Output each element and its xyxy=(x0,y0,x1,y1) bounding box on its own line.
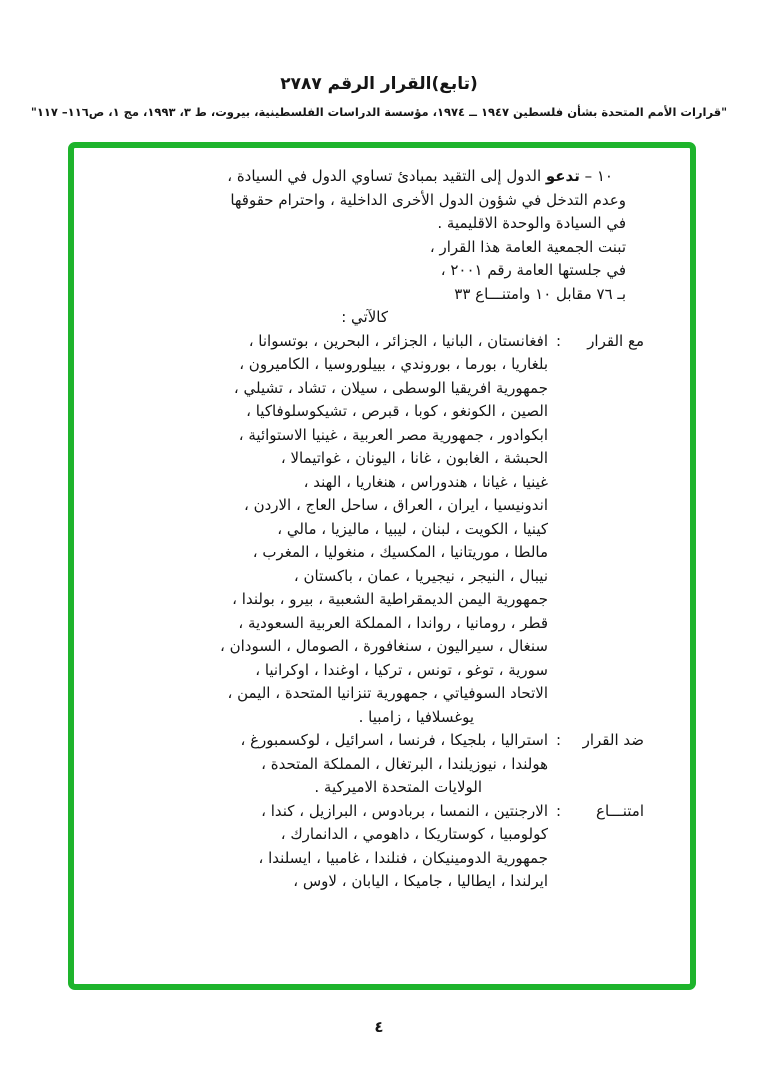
vote-countries-line: مالطا ، موريتانيا ، المكسيك ، منغوليا ، المغرب ، xyxy=(252,543,548,561)
vote-countries-line: افغانستان ، البانيا ، الجزائر ، البحرين ، بوتسوانا ، xyxy=(248,331,548,350)
resolution-highlight-box xyxy=(68,142,696,990)
votes-abstain-colon: : xyxy=(556,801,562,820)
votes-for-label: مع القرار xyxy=(587,331,644,350)
clause-number: ١٠ – xyxy=(579,167,613,185)
vote-countries-line: كينيا ، الكويت ، لبنان ، ليبيا ، ماليزيا ، مالي ، xyxy=(277,519,548,538)
vote-countries-line: سنغال ، سيراليون ، سنغافورة ، الصومال ، السودان ، xyxy=(220,637,548,655)
votes-abstain-label-cell xyxy=(556,800,644,824)
vote-countries-line: الحبشة ، الغابون ، غانا ، اليونان ، غواتيمالا ، xyxy=(280,449,548,467)
vote-countries-line: جمهورية اليمن الديمقراطية الشعبية ، بيرو ، بولندا ، xyxy=(232,590,548,608)
vote-countries-line: جمهورية الدومينيكان ، فنلندا ، غامبيا ، ايسلندا ، xyxy=(258,848,548,867)
votes-for-countries xyxy=(74,330,548,730)
citation-line: "قرارات الأمم المتحدة بشأن فلسطين ١٩٤٧ ــ ١٩٧٤، مؤسسة الدراسات الفلسطينية، بيروت، ط ٣، ١٩٩٣، مج ١، ص١١٦– ١١٧" xyxy=(30,105,728,119)
vote-countries-line: قطر ، رومانيا ، رواندا ، المملكة العربية السعودية ، xyxy=(238,613,548,632)
clause-line-2: وعدم التدخل في شؤون الدول الأخرى الداخلية ، واحترام حقوقها xyxy=(230,190,626,209)
votes-for-section xyxy=(74,330,690,730)
vote-countries-line: غينيا ، غيانا ، هندوراس ، هنغاريا ، الهند ، xyxy=(303,472,548,491)
vote-countries-line: سورية ، توغو ، تونس ، تركيا ، اوغندا ، اوكرانيا ، xyxy=(255,660,548,679)
vote-countries-line: الولايات المتحدة الاميركية . xyxy=(314,778,482,796)
clause-line-3: في السيادة والوحدة الاقليمية . xyxy=(437,214,626,232)
vote-countries-line: ابكوادور ، جمهورية مصر العربية ، غينيا الاستوائية ، xyxy=(238,425,548,444)
votes-abstain-section xyxy=(74,800,690,894)
clause-line-1-text: الدول إلى التقيد بمبادئ تساوي الدول في السيادة ، xyxy=(227,167,546,185)
adoption-line-3: بـ ٧٦ مقابل ١٠ وامتنـــاع ٣٣ xyxy=(454,284,626,303)
adoption-line-1: تبنت الجمعية العامة هذا القرار ، xyxy=(429,237,626,256)
page-number: ٤ xyxy=(374,1018,384,1036)
adoption-line-2: في جلستها العامة رقم ٢٠٠١ ، xyxy=(440,261,626,279)
votes-abstain-label: امتنـــاع xyxy=(596,801,644,820)
adoption-line-4: كالآتي : xyxy=(341,308,388,326)
votes-against-colon: : xyxy=(556,731,562,749)
vote-countries-line: بلغاريا ، بورما ، بوروندي ، بييلوروسيا ، الكاميرون ، xyxy=(239,355,548,373)
vote-countries-line: الارجنتين ، النمسا ، بربادوس ، البرازيل ، كندا ، xyxy=(261,801,548,820)
votes-against-label: ضد القرار xyxy=(582,731,644,749)
votes-against-countries xyxy=(74,729,548,800)
vote-countries-line: كولومبيا ، كوستاريكا ، داهومي ، الدانمارك ، xyxy=(280,825,548,843)
resolution-title: (تابع)القرار الرقم ٢٧٨٧ xyxy=(280,74,478,94)
vote-countries-line: يوغسلافيا ، زامبيا . xyxy=(358,707,474,726)
votes-abstain-countries xyxy=(74,800,548,894)
adoption-block xyxy=(74,236,626,330)
vote-countries-line: الاتحاد السوفياتي ، جمهورية تنزانيا المتحدة ، اليمن ، xyxy=(227,684,548,702)
votes-for-label-cell xyxy=(556,330,644,354)
vote-countries-line: الصين ، الكونغو ، كوبا ، قبرص ، تشيكوسلوفاكيا ، xyxy=(246,402,548,420)
clause-verb: تدعو xyxy=(545,167,580,185)
clause-line-1 xyxy=(74,165,626,189)
vote-countries-line: ايرلندا ، ايطاليا ، جاميكا ، اليابان ، لاوس ، xyxy=(293,872,548,890)
vote-countries-line: اندونيسيا ، ايران ، العراق ، ساحل العاج ، الاردن ، xyxy=(243,496,548,514)
vote-countries-line: هولندا ، نيوزيلندا ، البرتغال ، المملكة المتحدة ، xyxy=(261,754,548,773)
votes-against-label-cell xyxy=(556,729,644,753)
votes-against-section xyxy=(74,729,690,800)
clause-paragraph xyxy=(74,165,626,236)
vote-countries-line: استراليا ، بلجيكا ، فرنسا ، اسرائيل ، لوكسمبورغ ، xyxy=(240,731,548,749)
vote-countries-line: جمهورية افريقيا الوسطى ، سيلان ، تشاد ، تشيلي ، xyxy=(233,378,548,397)
votes-for-colon: : xyxy=(556,331,562,350)
vote-countries-line: نيبال ، النيجر ، نيجيريا ، عمان ، باكستان ، xyxy=(293,566,548,585)
